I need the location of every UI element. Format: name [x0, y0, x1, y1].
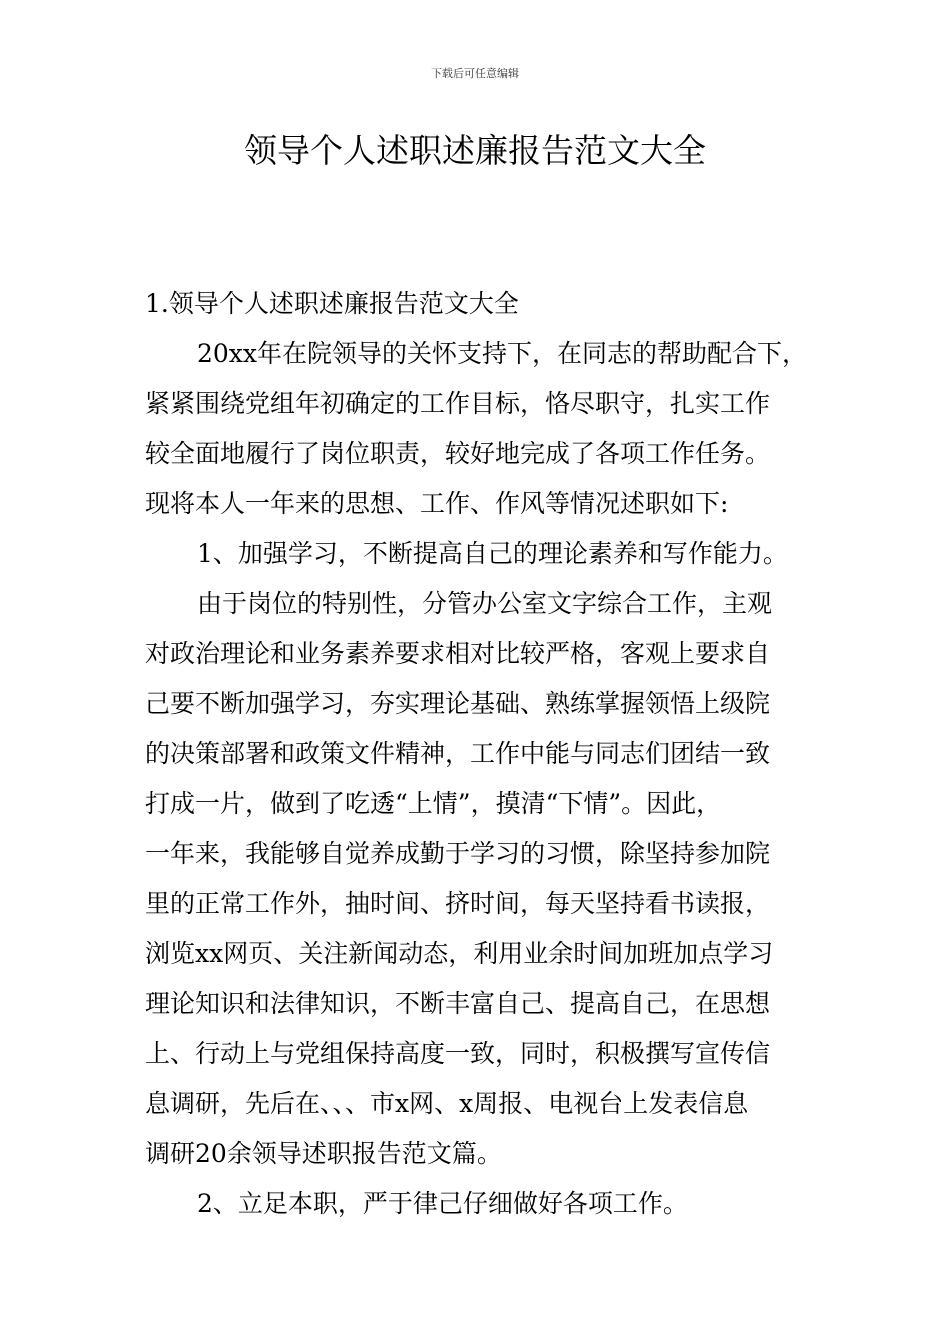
paragraph-line: 己要不断加强学习，夯实理论基础、熟练掌握领悟上级院	[145, 689, 771, 718]
paragraph-line: 浏览xx网页、关注新闻动态，利用业余时间加班加点学习	[145, 939, 774, 968]
paragraph-line: 息调研，先后在、、、市x网、x周报、电视台上发表信息	[145, 1089, 749, 1118]
header-note: 下载后可任意编辑	[431, 67, 519, 80]
paragraph-line: 20xx年在院领导的关怀支持下，在同志的帮助配合下，	[197, 339, 808, 368]
subheading-line: 2、立足本职，严于律己仔细做好各项工作。	[197, 1189, 688, 1218]
paragraph-line: 理论知识和法律知识，不断丰富自己、提高自己，在思想	[145, 989, 771, 1018]
paragraph-line: 现将本人一年来的思想、工作、作风等情况述职如下:	[145, 489, 729, 518]
paragraph-line: 里的正常工作外，抽时间、挤时间，每天坚持看书读报，	[145, 889, 771, 918]
paragraph-line: 的决策部署和政策文件精神，工作中能与同志们团结一致	[145, 739, 771, 768]
document-body	[145, 279, 815, 1229]
paragraph-line: 由于岗位的特别性，分管办公室文字综合工作，主观	[197, 589, 773, 618]
subheading-line: 1、加强学习，不断提高自己的理论素养和写作能力。	[197, 539, 788, 568]
paragraph-line: 上、行动上与党组保持高度一致，同时，积极撰写宣传信	[145, 1039, 771, 1068]
document-title: 领导个人述职述廉报告范文大全	[244, 131, 706, 170]
paragraph-line: 调研20余领导述职报告范文篇。	[145, 1139, 502, 1168]
paragraph-line: 紧紧围绕党组年初确定的工作目标，恪尽职守，扎实工作	[145, 389, 771, 418]
section-heading: 1.领导个人述职述廉报告范文大全	[145, 289, 519, 318]
paragraph-line: 打成一片，做到了吃透“上情”，摸清“下情”。因此，	[145, 789, 722, 818]
paragraph-line: 对政治理论和业务素养要求相对比较严格，客观上要求自	[145, 639, 771, 668]
paragraph-line: 一年来，我能够自觉养成勤于学习的习惯，除坚持参加院	[145, 839, 771, 868]
paragraph-line: 较全面地履行了岗位职责，较好地完成了各项工作任务。	[145, 439, 771, 468]
